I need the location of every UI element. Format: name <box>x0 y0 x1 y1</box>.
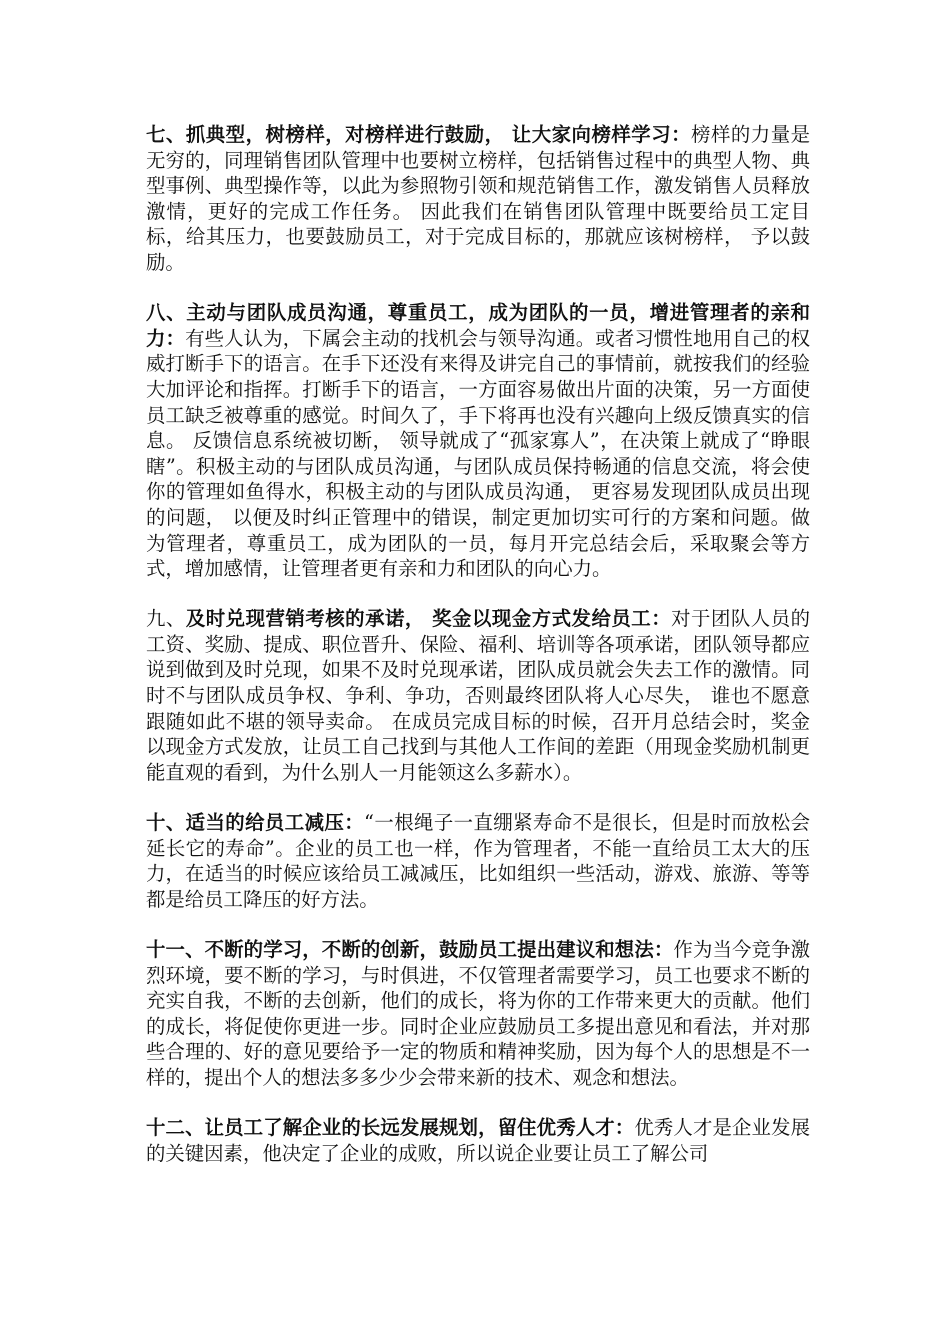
paragraph-9-heading: 及时兑现营销考核的承诺， 奖金以现金方式发给员工： <box>185 607 672 631</box>
document-page <box>146 122 810 1191</box>
paragraph-9 <box>146 606 810 785</box>
paragraph-11-heading: 十一、不断的学习，不断的创新，鼓励员工提出建议和想法： <box>146 938 674 961</box>
paragraph-12 <box>146 1115 810 1166</box>
paragraph-10 <box>146 810 810 912</box>
paragraph-9-number: 九、 <box>146 607 186 631</box>
paragraph-8-body: 有些人认为，下属会主动的找机会与领导沟通。或者习惯性地用自己的权威打断手下的语言。在手下还没有来得及讲完自己的事情前，就按我们的经验大加评论和指挥。打断手下的语言，一方面容易做出片面的决策，另一方面使员工缺乏被尊重的感觉。时间久了，手下将再也没有兴趣向上级反馈真实的信息。 反馈信息系统被切断， 领导就成了“孤家寡人”，在决策上就成了“睁眼瞎”。积极主动的与团队成员沟通，与团队成员保持畅通的信息交流，将会使你的管理如鱼得水，积极主动的与团队成员沟通， 更容易发现团队成员出现的问题， 以便及时纠正管理中的错误，制定更加切实可行的方案和问题。做为管理者，尊重员工，成为团队的一员，每月开完总结会后，采取聚会等方式，增加感情，让管理者更有亲和力和团队的向心力。 <box>146 326 811 581</box>
paragraph-12-body: 优秀人才是企业发展的关键因素，他决定了企业的成败，所以说企业要让员工了解公司 <box>146 1116 811 1165</box>
paragraph-7-heading: 七、抓典型，树榜样，对榜样进行鼓励， 让大家向榜样学习： <box>146 123 692 146</box>
paragraph-10-body: “一根绳子一直绷紧寿命不是很长，但是时而放松会延长它的寿命”。企业的员工也一样，作为管理者，不能一直给员工太大的压力，在适当的时候应该给员工减减压，比如组织一些活动，游戏、旅游、等等都是给员工降压的好方法。 <box>146 811 810 911</box>
paragraph-10-heading: 十、适当的给员工减压： <box>146 811 365 835</box>
paragraph-11-body: 作为当今竞争激烈环境，要不断的学习，与时俱进，不仅管理者需要学习，员工也要求不断的充实自我，不断的去创新，他们的成长，将为你的工作带来更大的贡献。他们的成长，将促使你更进一步。同时企业应鼓励员工多提出意见和看法，并对那些合理的、好的意见要给予一定的物质和精神奖励，因为每个人的思想是不一样的，提出个人的想法多多少少会带来新的技术、观念和想法。 <box>146 938 811 1089</box>
paragraph-9-body: 对于团队人员的工资、奖励、提成、职位晋升、保险、福利、培训等各项承诺，团队领导都应说到做到及时兑现，如果不及时兑现承诺，团队成员就会失去工作的激情。同时不与团队成员争权、争利、争功，否则最终团队将人心尽失， 谁也不愿意跟随如此不堪的领导卖命。 在成员完成目标的时候，召开月总结会时，奖金以现金方式发放，让员工自己找到与其他人工作间的差距（用现金奖励机制更能直观的看到，为什么别人一月能领这么多薪水）。 <box>146 607 811 784</box>
paragraph-8 <box>146 300 810 582</box>
paragraph-12-heading: 十二、让员工了解企业的长远发展规划，留住优秀人才： <box>146 1116 635 1140</box>
paragraph-7-body: 榜样的力量是无穷的，同理销售团队管理中也要树立榜样，包括销售过程中的典型人物、典型事例、典型操作等，以此为参照物引领和规范销售工作，激发销售人员释放激情，更好的完成工作任务。 因此我们在销售团队管理中既要给员工定目标，给其压力，也要鼓励员工，对于完成目标的，那就应该树榜样， 予以鼓励。 <box>146 123 811 274</box>
paragraph-11 <box>146 937 810 1091</box>
paragraph-7 <box>146 122 810 276</box>
paragraph-8-heading: 八、主动与团队成员沟通，尊重员工，成为团队的一员，增进管理者的亲和力： <box>146 301 810 350</box>
